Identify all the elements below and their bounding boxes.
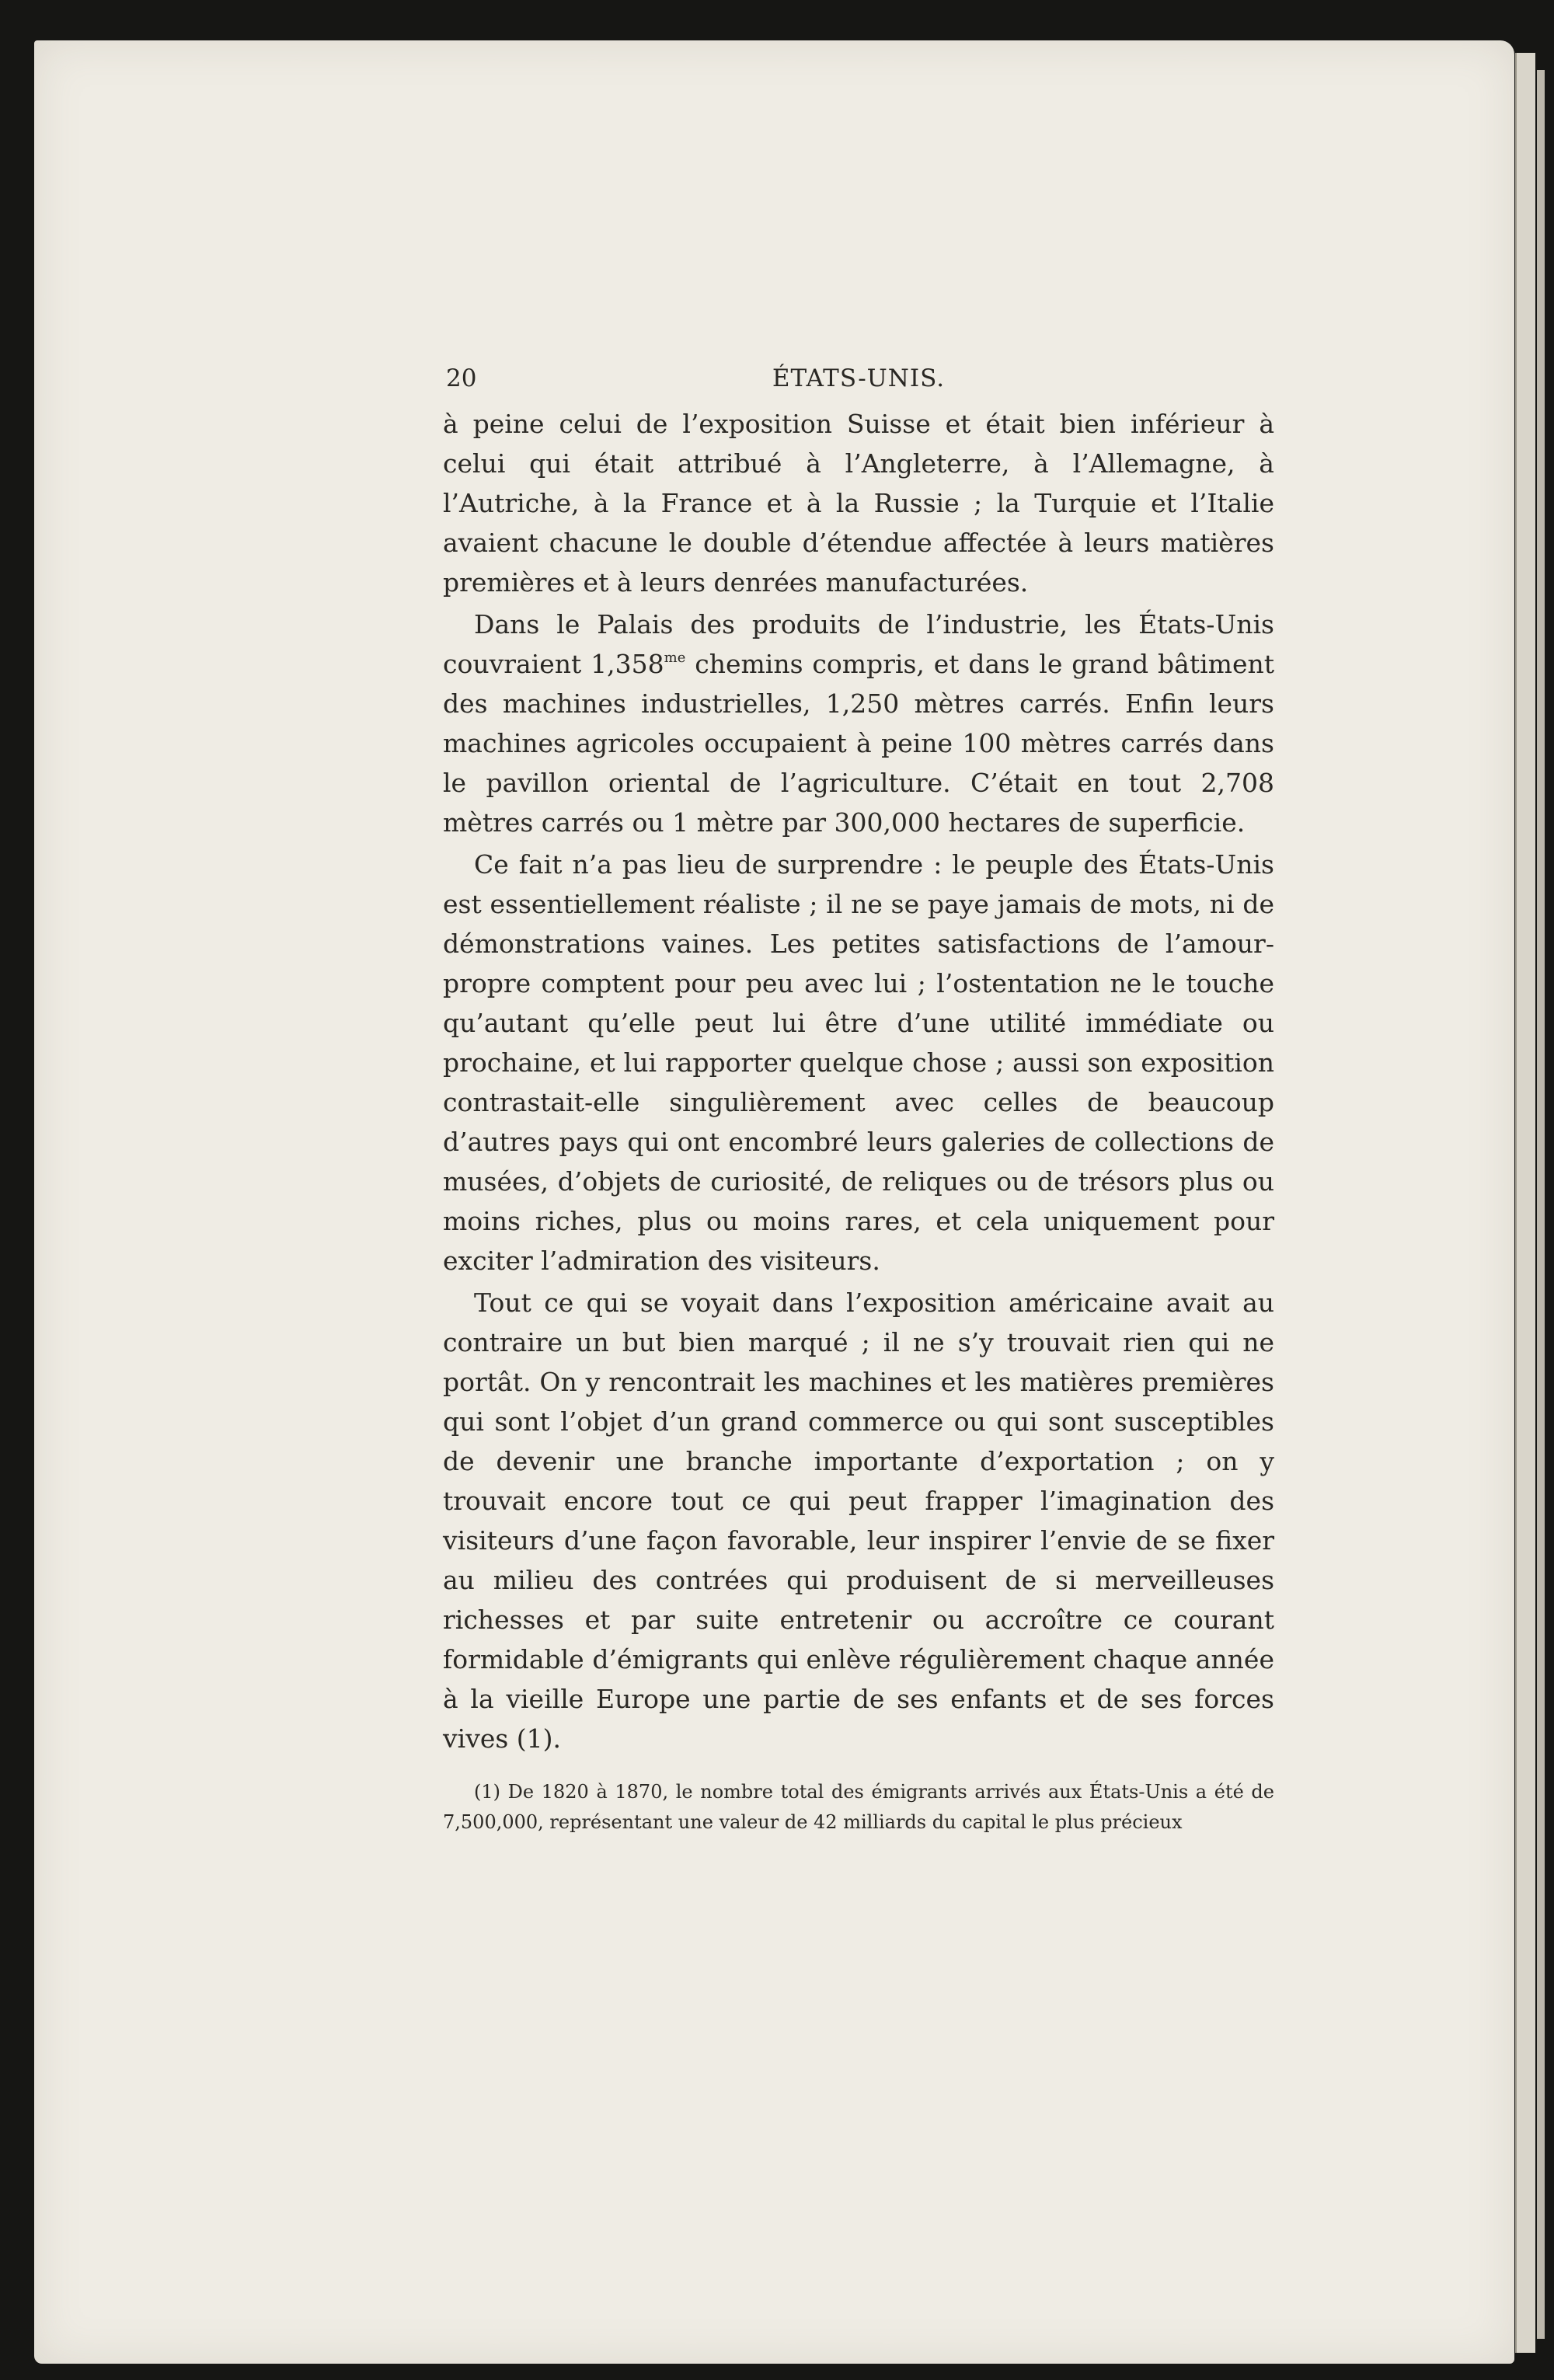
page-number: 20 — [446, 364, 477, 392]
running-head — [443, 359, 1274, 399]
paragraph-4: Tout ce qui se voyait dans l’exposition américaine avait au contraire un but bien marqué ; il ne s’y trouvait rien qui ne portât. On y rencontrait les machines et les matières premières qui sont l’objet d’un grand commerce ou qui sont susceptibles de devenir une branche importante d’exportation ; on y trouvait encore tout ce qui peut frapper l’imagination des visiteurs d’une façon favorable, leur inspirer l’envie de se fixer au milieu des contrées qui produisent de si merveilleuses richesses et par suite entretenir ou accroître ce courant formidable d’émigrants qui enlève régulièrement chaque année à la vieille Europe une partie de ses enfants et de ses forces vives (1). — [443, 1288, 1274, 1754]
footnote: (1) De 1820 à 1870, le nombre total des émigrants arrivés aux États-Unis a été de 7,500,000, représentant une valeur de 42 milliards du capital le plus précieux — [443, 1781, 1274, 1833]
page-text — [443, 359, 1274, 1856]
paragraph-2 — [443, 605, 1274, 842]
page-edge — [1515, 53, 1535, 2353]
page-edge-shadow — [1537, 70, 1545, 2339]
superscript-me: me — [664, 650, 686, 666]
paragraph-1: à peine celui de l’exposition Suisse et était bien inférieur à celui qui était attribué à l’Angleterre, à l’Allemagne, à l’Autriche, à la France et à la Russie ; la Turquie et l’Italie avaient chacune le double d’étendue affectée à leurs matières premières et à leurs denrées manufacturées. — [443, 409, 1274, 598]
paragraph-3: Ce fait n’a pas lieu de surprendre : le peuple des États-Unis est essentiellement réaliste ; il ne se paye jamais de mots, ni de démonstrations vaines. Les petites satisfactions de l’amour-propre comptent pour peu avec lui ; l’ostentation ne le touche qu’autant qu’elle peut lui être d’une utilité immédiate ou prochaine, et lui rapporter quelque chose ; aussi son exposition contrastait-elle singulièrement avec celles de beaucoup d’autres pays qui ont encombré leurs galeries de collections de musées, d’objets de curiosité, de reliques ou de trésors plus ou moins riches, plus ou moins rares, et cela uniquement pour exciter l’admiration des visiteurs. — [443, 849, 1274, 1276]
paragraph-2-text-end: chemins compris, et dans le grand bâtiment des machines industrielles, 1,250 mètres carrés. Enfin leurs machines agricoles occupaient à peine 100 mètres carrés dans le pavillon oriental de l’agriculture. C’était en tout 2,708 mètres carrés ou 1 mètre par 300,000 hectares de superficie. — [443, 649, 1274, 838]
paragraph-2-text-start: Dans le Palais des produits de l’industrie, les États-Unis couvraient 1,358 — [443, 609, 1274, 679]
running-header-title: ÉTATS-UNIS. — [772, 364, 946, 392]
